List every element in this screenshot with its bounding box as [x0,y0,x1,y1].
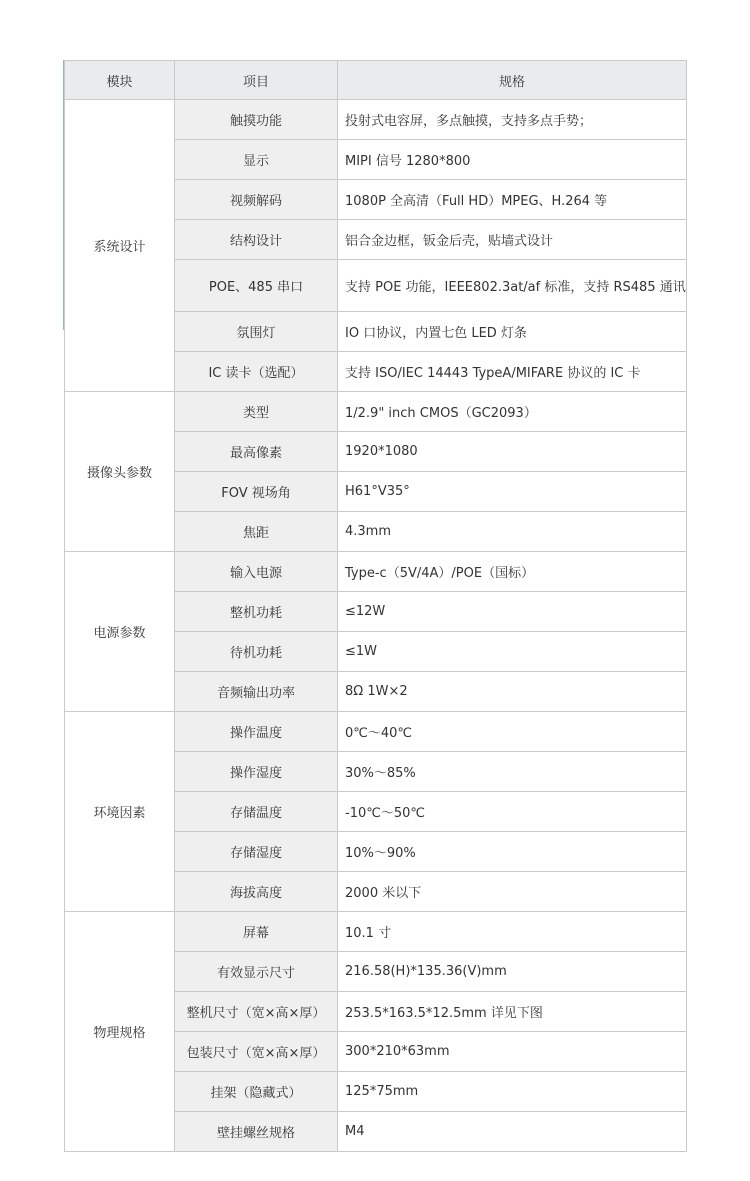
item-cell: IC 读卡（选配） [175,352,338,392]
item-cell: 待机功耗 [175,632,338,672]
spec-cell: 1080P 全高清（Full HD）MPEG、H.264 等 [338,180,687,220]
item-cell: POE、485 串口 [175,260,338,312]
spec-cell: 1/2.9" inch CMOS（GC2093） [338,392,687,432]
spec-cell: 300*210*63mm [338,1032,687,1072]
item-cell: 视频解码 [175,180,338,220]
item-cell: 整机功耗 [175,592,338,632]
item-cell: 输入电源 [175,552,338,592]
spec-cell: 2000 米以下 [338,872,687,912]
item-cell: 壁挂螺丝规格 [175,1112,338,1152]
spec-cell: 30%～85% [338,752,687,792]
spec-cell: IO 口协议，内置七色 LED 灯条 [338,312,687,352]
item-cell: 结构设计 [175,220,338,260]
header-item: 项目 [175,61,338,100]
item-cell: FOV 视场角 [175,472,338,512]
item-cell: 焦距 [175,512,338,552]
table-header-row [65,61,687,100]
item-cell: 包装尺寸（宽×高×厚） [175,1032,338,1072]
table-row [65,392,687,432]
spec-cell: 253.5*163.5*12.5mm 详见下图 [338,992,687,1032]
header-spec: 规格 [338,61,687,100]
item-cell: 整机尺寸（宽×高×厚） [175,992,338,1032]
spec-cell: 216.58(H)*135.36(V)mm [338,952,687,992]
spec-cell: 支持 POE 功能，IEEE802.3at/af 标准，支持 RS485 通讯 [338,260,687,312]
item-cell: 有效显示尺寸 [175,952,338,992]
spec-cell: 铝合金边框，钣金后壳，贴墙式设计 [338,220,687,260]
spec-cell: 4.3mm [338,512,687,552]
spec-cell: 10%～90% [338,832,687,872]
spec-cell: ≤12W [338,592,687,632]
item-cell: 存储温度 [175,792,338,832]
spec-cell: 1920*1080 [338,432,687,472]
module-cell: 摄像头参数 [65,392,175,552]
spec-cell: M4 [338,1112,687,1152]
table-body [65,100,687,1152]
item-cell: 操作湿度 [175,752,338,792]
item-cell: 类型 [175,392,338,432]
spec-cell: 支持 ISO/IEC 14443 TypeA/MIFARE 协议的 IC 卡 [338,352,687,392]
spec-cell: 0℃～40℃ [338,712,687,752]
module-cell: 物理规格 [65,912,175,1152]
item-cell: 存储湿度 [175,832,338,872]
item-cell: 操作温度 [175,712,338,752]
spec-cell: 125*75mm [338,1072,687,1112]
table-row [65,912,687,952]
item-cell: 触摸功能 [175,100,338,140]
spec-cell: ≤1W [338,632,687,672]
module-cell: 环境因素 [65,712,175,912]
header-module: 模块 [65,61,175,100]
item-cell: 氛围灯 [175,312,338,352]
item-cell: 显示 [175,140,338,180]
spec-table [64,60,687,1152]
item-cell: 最高像素 [175,432,338,472]
item-cell: 挂架（隐藏式） [175,1072,338,1112]
spec-cell: 10.1 寸 [338,912,687,952]
table-row [65,552,687,592]
module-cell: 系统设计 [65,100,175,392]
item-cell: 音频输出功率 [175,672,338,712]
spec-cell: H61°V35° [338,472,687,512]
item-cell: 屏幕 [175,912,338,952]
table-row [65,712,687,752]
module-cell: 电源参数 [65,552,175,712]
item-cell: 海拔高度 [175,872,338,912]
spec-cell: -10℃～50℃ [338,792,687,832]
table-row [65,100,687,140]
spec-cell: 8Ω 1W×2 [338,672,687,712]
spec-cell: MIPI 信号 1280*800 [338,140,687,180]
spec-cell: Type-c（5V/4A）/POE（国标） [338,552,687,592]
spec-cell: 投射式电容屏，多点触摸，支持多点手势； [338,100,687,140]
